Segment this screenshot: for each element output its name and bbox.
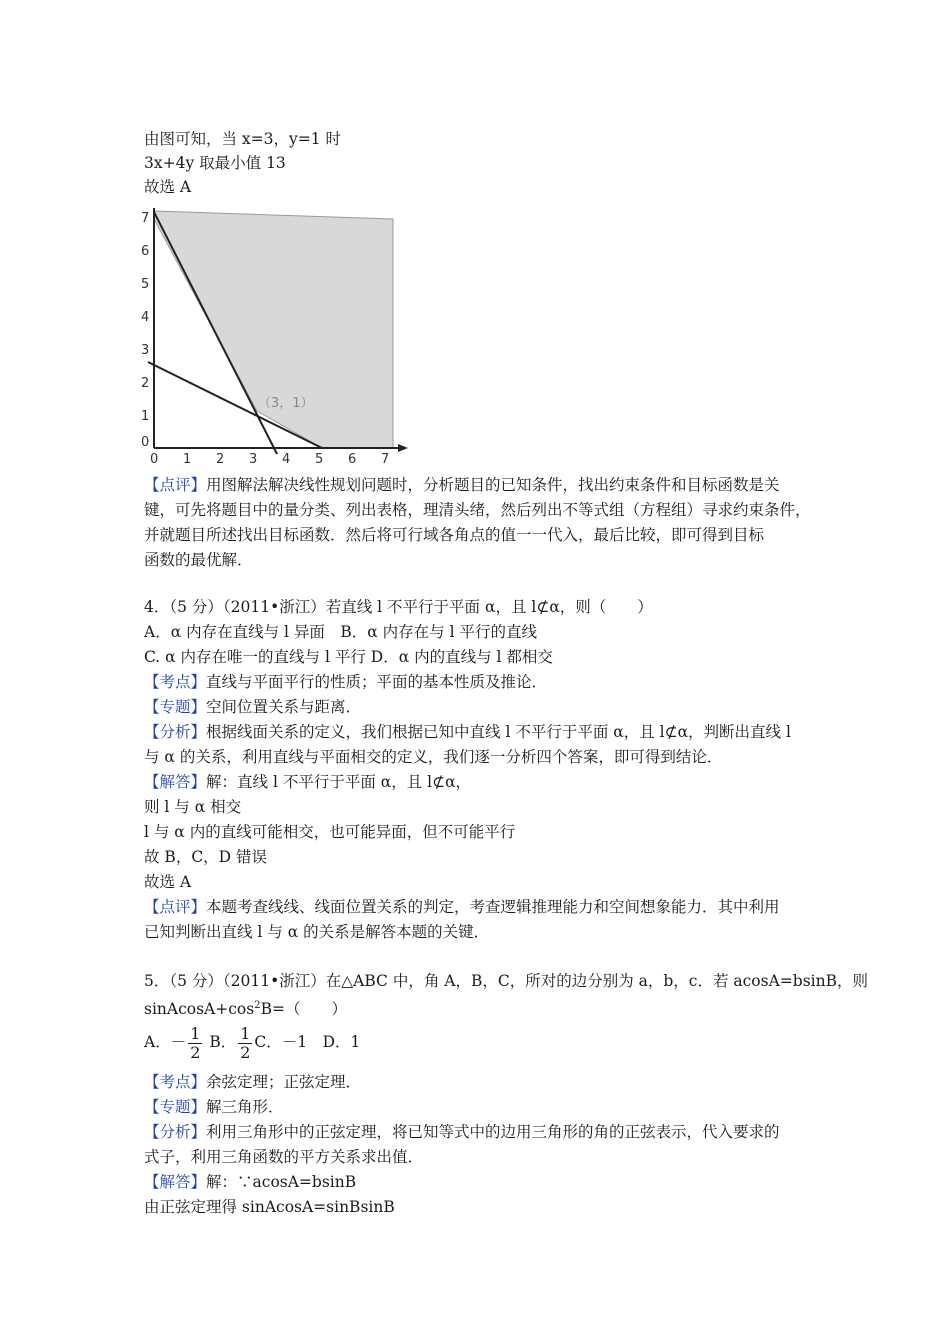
- jieda-text: 解：∵acosA=bsinB: [206, 1173, 357, 1191]
- question-5-stem: 5．（5 分）（2011•浙江）在△ABC 中，角 A，B，C，所对的边分别为 a，b，c．若 acosA=bsinB，则: [144, 972, 868, 990]
- fenxi-text: 利用三角形中的正弦定理，将已知等式中的边用三角形的角的正弦表示，代入要求的: [206, 1123, 780, 1141]
- y-tick-label: 2: [141, 376, 150, 391]
- zhuanti-text: 空间位置关系与距离．: [206, 698, 362, 716]
- feasible-region: [154, 211, 393, 448]
- solution-line: 则 l 与 α 相交: [144, 798, 242, 816]
- superscript: 2: [254, 1000, 261, 1011]
- kaodian-line: [144, 671, 547, 693]
- kaodian-text: 余弦定理；正弦定理．: [206, 1073, 362, 1091]
- fraction-numerator: 1: [190, 1023, 201, 1043]
- x-axis-arrow: [398, 444, 408, 452]
- y-tick-label: 0: [141, 435, 150, 450]
- zhuanti-line: [144, 1096, 284, 1118]
- dianping-line: [144, 896, 780, 918]
- x-tick-label: 5: [315, 452, 324, 466]
- fraction-denominator: 2: [190, 1042, 201, 1062]
- jieda-line: [144, 1171, 356, 1193]
- solution-line: 由图可知，当 x=3，y=1 时: [144, 130, 342, 148]
- jieda-tag: 【解答】: [144, 773, 207, 791]
- solution-line: l 与 α 内的直线可能相交，也可能异面，但不可能平行: [144, 823, 516, 841]
- x-tick-label: 2: [216, 452, 225, 466]
- feasible-region-figure: [140, 204, 420, 470]
- option-b: B．: [204, 1033, 237, 1051]
- solution-line: 3x+4y 取最小值 13: [144, 154, 286, 172]
- comment-paragraph: [144, 474, 780, 496]
- fenxi-line: [144, 1121, 780, 1143]
- y-tick-label: 4: [141, 310, 150, 325]
- comment-line: 并就题目所述找出目标函数．然后将可行域各角点的值一一代入，最后比较，即可得到目标: [144, 526, 765, 544]
- solution-line: 故 B，C，D 错误: [144, 848, 268, 866]
- x-tick-label: 1: [183, 452, 192, 466]
- y-tick-label: 3: [141, 343, 150, 358]
- answer-line: 故选 A: [144, 873, 192, 891]
- zhuanti-tag: 【专题】: [144, 1098, 207, 1116]
- stem-text: B=（ ）: [260, 1000, 347, 1019]
- comment-text: 用图解法解决线性规划问题时，分析题目的已知条件，找出约束条件和目标函数是关: [206, 476, 780, 494]
- fraction-denominator: 2: [240, 1042, 251, 1062]
- dianping-tag: 【点评】: [144, 898, 207, 916]
- fraction: [188, 1025, 202, 1062]
- stem-text: sinAcosA+cos: [144, 1000, 255, 1019]
- question-4-options-cd: C. α 内存在唯一的直线与 l 平行 D．α 内的直线与 l 都相交: [144, 648, 553, 666]
- jieda-line: [144, 771, 471, 793]
- y-tick-label: 7: [141, 211, 150, 226]
- x-tick-label: 4: [282, 452, 291, 466]
- fenxi-tag: 【分析】: [144, 723, 207, 741]
- fraction: [238, 1025, 252, 1062]
- fenxi-tag: 【分析】: [144, 1123, 207, 1141]
- zhuanti-tag: 【专题】: [144, 698, 207, 716]
- comment-line: 函数的最优解．: [144, 551, 253, 569]
- dianping-line: 已知判断出直线 l 与 α 的关系是解答本题的关键．: [144, 923, 490, 941]
- zhuanti-line: [144, 696, 361, 718]
- question-5-stem-cont: [144, 995, 347, 1020]
- option-c-d: C．－1 D．1: [254, 1033, 361, 1051]
- kaodian-text: 直线与平面平行的性质；平面的基本性质及推论．: [206, 673, 548, 691]
- fenxi-line: 与 α 的关系，利用直线与平面相交的定义，我们逐一分析四个答案，即可得到结论．: [144, 748, 723, 766]
- kaodian-tag: 【考点】: [144, 1073, 207, 1091]
- comment-line: 键，可先将题目中的量分类、列出表格，理清头绪，然后列出不等式组（方程组）寻求约束条件，: [144, 501, 811, 519]
- fraction-numerator: 1: [240, 1023, 251, 1043]
- feasible-region-plot: [140, 204, 420, 466]
- question-5-options: [144, 1024, 360, 1062]
- optimal-point-label: （3，1）: [258, 396, 314, 411]
- x-tick-label: 7: [381, 452, 390, 466]
- fenxi-text: 根据线面关系的定义，我们根据已知中直线 l 不平行于平面 α，且 l⊄α，判断出直线 l: [206, 723, 791, 741]
- question-4-stem: 4．（5 分）（2011•浙江）若直线 l 不平行于平面 α，且 l⊄α，则（ ）: [144, 598, 653, 616]
- comment-tag: 【点评】: [144, 476, 207, 494]
- zhuanti-text: 解三角形．: [206, 1098, 284, 1116]
- fenxi-line: 式子，利用三角函数的平方关系求出值．: [144, 1148, 424, 1166]
- jieda-text: 解：直线 l 不平行于平面 α，且 l⊄α，: [206, 773, 472, 791]
- jieda-tag: 【解答】: [144, 1173, 207, 1191]
- kaodian-tag: 【考点】: [144, 673, 207, 691]
- kaodian-line: [144, 1071, 361, 1093]
- question-4-options-ab: A．α 内存在直线与 l 异面 B．α 内存在与 l 平行的直线: [144, 623, 537, 641]
- answer-line: 故选 A: [144, 178, 192, 196]
- x-tick-label: 6: [348, 452, 357, 466]
- dianping-text: 本题考查线线、线面位置关系的判定，考查逻辑推理能力和空间想象能力．其中利用: [206, 898, 780, 916]
- option-a: A．－: [144, 1033, 187, 1051]
- solution-line: 由正弦定理得 sinAcosA=sinBsinB: [144, 1198, 395, 1216]
- y-tick-label: 5: [141, 277, 150, 292]
- x-tick-label: 0: [150, 452, 159, 466]
- x-tick-label: 3: [249, 452, 258, 466]
- fenxi-line: [144, 721, 791, 743]
- y-tick-label: 1: [141, 409, 150, 424]
- y-tick-label: 6: [141, 244, 150, 259]
